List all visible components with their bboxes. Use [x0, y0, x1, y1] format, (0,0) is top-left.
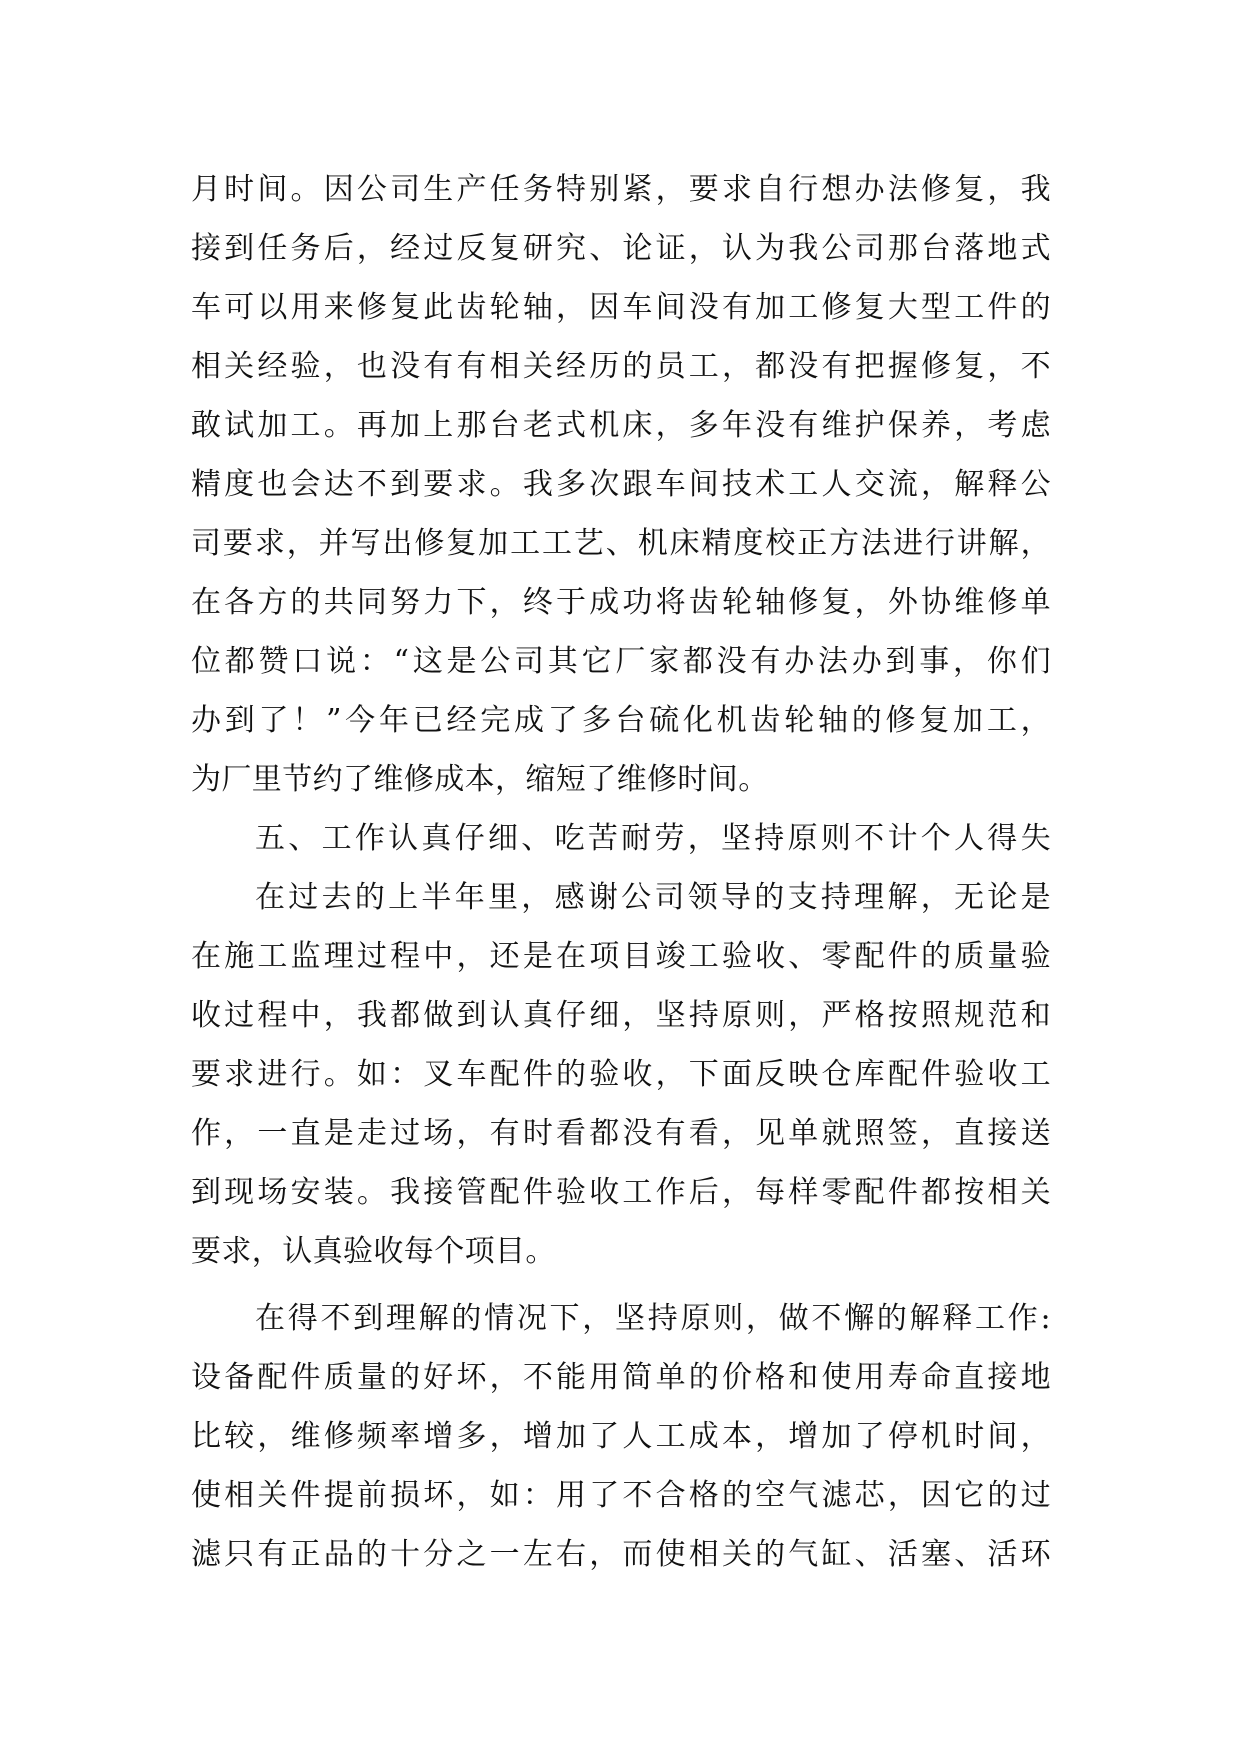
body-text: [191, 160, 1051, 1584]
text-line: 在各方的共同努力下，终于成功将齿轮轴修复，外协维修单: [191, 585, 1051, 620]
text-line: 办到了！”今年已经完成了多台硫化机齿轮轴的修复加工，: [191, 703, 1051, 738]
text-line: 收过程中，我都做到认真仔细，坚持原则，严格按照规范和: [191, 998, 1051, 1033]
paragraph-start: 在过去的上半年里，感谢公司领导的支持理解，无论是: [255, 880, 1051, 915]
text-line: 要求进行。如：叉车配件的验收，下面反映仓库配件验收工: [191, 1057, 1051, 1092]
text-line: 司要求，并写出修复加工工艺、机床精度校正方法进行讲解，: [191, 526, 1051, 561]
text-line: 相关经验，也没有有相关经历的员工，都没有把握修复，不: [191, 349, 1051, 384]
text-line: 精度也会达不到要求。我多次跟车间技术工人交流，解释公: [191, 467, 1051, 502]
text-line: 为厂里节约了维修成本，缩短了维修时间。: [191, 762, 769, 797]
text-line: 车可以用来修复此齿轮轴，因车间没有加工修复大型工件的: [191, 290, 1051, 325]
text-line: 要求，认真验收每个项目。: [191, 1234, 556, 1269]
text-line: 在施工监理过程中，还是在项目竣工验收、零配件的质量验: [191, 939, 1051, 974]
text-line: 月时间。因公司生产任务特别紧，要求自行想办法修复，我: [191, 172, 1051, 207]
text-line: 位都赞口说：“这是公司其它厂家都没有办法办到事，你们: [191, 644, 1051, 679]
text-line: 使相关件提前损坏，如：用了不合格的空气滤芯，因它的过: [191, 1478, 1051, 1513]
text-line: 比较，维修频率增多，增加了人工成本，增加了停机时间，: [191, 1419, 1051, 1454]
text-line: 敢试加工。再加上那台老式机床，多年没有维护保养，考虑: [191, 408, 1051, 443]
paragraph-start: 在得不到理解的情况下，坚持原则，做不懈的解释工作:: [255, 1301, 1051, 1336]
text-line: 作，一直是走过场，有时看都没有看，见单就照签，直接送: [191, 1116, 1051, 1151]
paragraph-gap: [191, 1281, 1051, 1289]
section-heading: 五、工作认真仔细、吃苦耐劳，坚持原则不计个人得失: [255, 821, 1051, 856]
text-line: 设备配件质量的好坏，不能用简单的价格和使用寿命直接地: [191, 1360, 1051, 1395]
text-line: 到现场安装。我接管配件验收工作后，每样零配件都按相关: [191, 1175, 1051, 1210]
text-line: 接到任务后，经过反复研究、论证，认为我公司那台落地式: [191, 231, 1051, 266]
text-line: 滤只有正品的十分之一左右，而使相关的气缸、活塞、活环: [191, 1537, 1051, 1572]
